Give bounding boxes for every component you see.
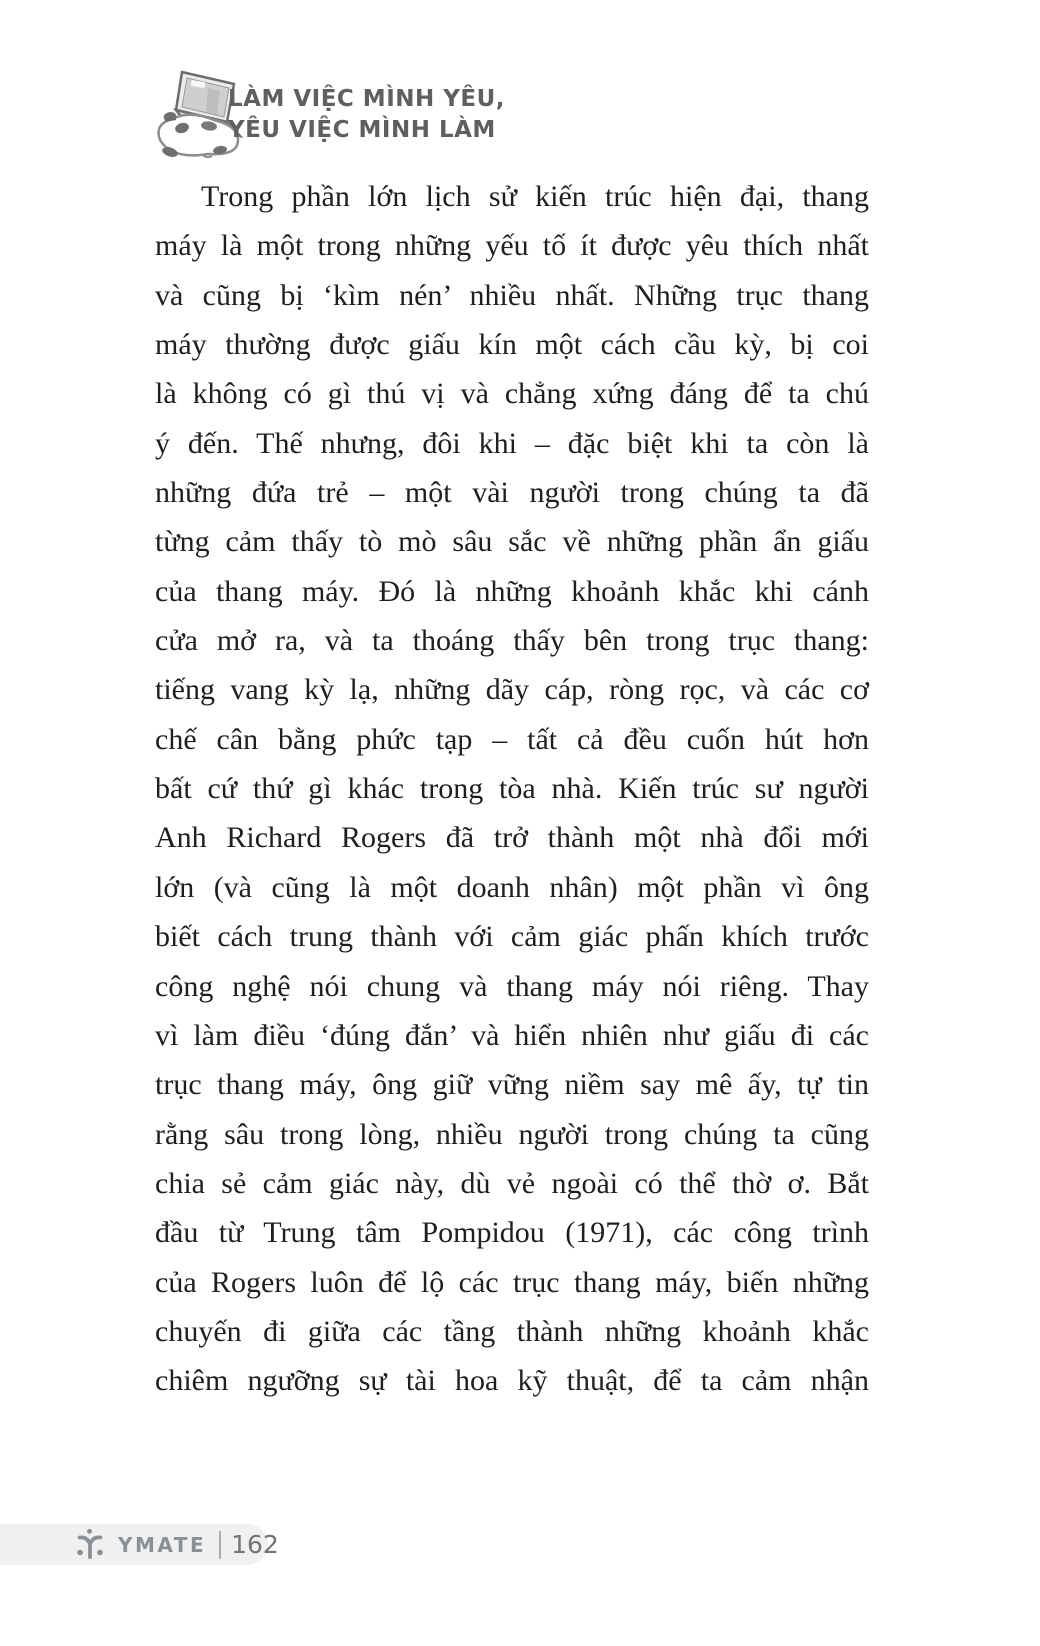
paragraph-line: Anh Richard Rogers đã trở thành một nhà đổi mới (155, 821, 869, 855)
paragraph-line: ý đến. Thế nhưng, đôi khi – đặc biệt khi ta còn là (155, 426, 869, 460)
footer-divider (219, 1531, 221, 1559)
paragraph-line: đầu từ Trung tâm Pompidou (1971), các công trình (155, 1216, 869, 1250)
paragraph-line: máy thường được giấu kín một cách cầu kỳ, bị coi (155, 328, 869, 362)
paragraph-line: rằng sâu trong lòng, nhiều người trong chúng ta cũng (155, 1117, 869, 1151)
paragraph-line: cửa mở ra, và ta thoáng thấy bên trong trục thang: (155, 624, 869, 658)
paragraph-line: chiêm ngưỡng sự tài hoa kỹ thuật, để ta cảm nhận (155, 1364, 869, 1398)
paragraph-line: của Rogers luôn để lộ các trục thang máy, biến những (155, 1265, 869, 1299)
paragraph-line: vì làm điều ‘đúng đắn’ và hiển nhiên như giấu đi các (155, 1018, 869, 1052)
running-head-line1: LÀM VIỆC MÌNH YÊU, (228, 86, 506, 112)
paragraph-line: lớn (và cũng là một doanh nhân) một phần vì ông (155, 870, 869, 904)
paragraph-line: máy là một trong những yếu tố ít được yêu thích nhất (155, 229, 869, 263)
paragraph-line: công nghệ nói chung và thang máy nói riêng. Thay (155, 969, 869, 1003)
paragraph-line: bất cứ thứ gì khác trong tòa nhà. Kiến trúc sư người (155, 772, 869, 806)
page-number: 162 (231, 1530, 279, 1559)
paragraph-line: tiếng vang kỳ lạ, những dãy cáp, ròng rọc, và các cơ (155, 673, 869, 707)
paragraph (155, 172, 869, 1406)
paragraph-line: Trong phần lớn lịch sử kiến trúc hiện đại, thang (201, 180, 869, 213)
running-head (228, 84, 505, 146)
paragraph-line: chuyến đi giữa các tầng thành những khoảnh khắc (155, 1314, 869, 1348)
paragraph-line: là không có gì thú vị và chẳng xứng đáng để ta chú (155, 377, 869, 411)
paragraph-line: chế cân bằng phức tạp – tất cả đều cuốn hút hơn (155, 722, 869, 756)
paragraph-line: từng cảm thấy tò mò sâu sắc về những phần ẩn giấu (155, 525, 869, 559)
paragraph-line: những đứa trẻ – một vài người trong chúng ta đã (155, 476, 869, 510)
running-head-line2: YÊU VIỆC MÌNH LÀM (228, 117, 496, 143)
paragraph-line: trục thang máy, ông giữ vững niềm say mê ấy, tự tin (155, 1068, 869, 1102)
ymate-logo-icon (73, 1528, 107, 1562)
paragraph-line: chia sẻ cảm giác này, dù vẻ ngoài có thể thờ ơ. Bắt (155, 1166, 869, 1200)
footer-bar (0, 1524, 279, 1565)
paragraph-line: biết cách trung thành với cảm giác phấn khích trước (155, 920, 869, 954)
paragraph-line: của thang máy. Đó là những khoảnh khắc khi cánh (155, 574, 869, 608)
brand-name: YMATE (118, 1532, 207, 1557)
paragraph-line: và cũng bị ‘kìm nén’ nhiều nhất. Những trục thang (155, 278, 869, 312)
